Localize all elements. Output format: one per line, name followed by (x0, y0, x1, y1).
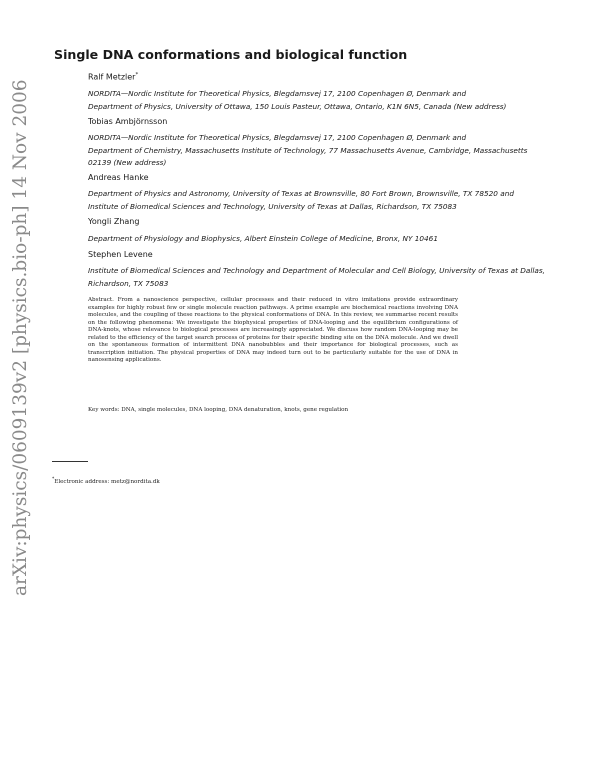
author-name-text: Stephen Levene (88, 250, 153, 259)
affiliation-line: NORDITA—Nordic Institute for Theoretical Physics, Blegdamsvej 17, 2100 Copenhagen Ø, Denmark and (88, 89, 467, 98)
author-affiliation (88, 88, 528, 113)
affiliation-line: Richardson, TX 75083 (88, 278, 169, 288)
abstract-text: Abstract. From a nanoscience perspective, cellular processes and their reduced in vitro imitations provide extraordinary examples for highly robust few or single molecule reaction pathways. A prime example are biochemical reactions involving DNA molecules, and the coupling of these reactions to the physical conformations of DNA. In this review, we summarise recent results on the following phenomena: We investigate the biophysical properties of DNA-looping and the equilibrium configurations of DNA-knots, whose relevance to biological processes are increasingly appreciated. We discuss how random DNA-looping may be related to the efficiency of the target search process of proteins for their specific binding site on the DNA molecule. And we dwell on the spontaneous formation of intermittent DNA nanobubbles and their importance for biological processes, such as transcription initiation. The physical properties of DNA may indeed turn out to be particularly suitable for the use of DNA in nanosensing applications. (88, 297, 458, 364)
author-affiliation (88, 265, 545, 290)
author-affiliation (88, 188, 528, 213)
author-name-text: Yongli Zhang (88, 217, 140, 226)
author-name-text: Ralf Metzler (88, 72, 136, 82)
author-name (88, 217, 139, 226)
affiliation-line: Department of Physiology and Biophysics, Albert Einstein College of Medicine, Bronx, NY 10461 (88, 234, 438, 243)
footnote (52, 477, 160, 485)
author-affiliation (88, 233, 528, 246)
author-name-text: Andreas Hanke (88, 173, 149, 182)
affiliation-line: Department of Physics, University of Ottawa, 150 Louis Pasteur, Ottawa, Ontario, K1N 6N5, Canada (New address) (88, 101, 507, 111)
affiliation-line: Institute of Biomedical Sciences and Technology, University of Texas at Dallas, Richardson, TX 75083 (88, 201, 457, 211)
affiliation-line: Institute of Biomedical Sciences and Technology and Department of Molecular and Cell Biology, University of Texas at Dallas, (88, 266, 545, 275)
affiliation-line: Department of Chemistry, Massachusetts Institute of Technology, 77 Massachusetts Avenue, Cambridge, Massachusetts (88, 145, 528, 155)
affiliation-line: NORDITA—Nordic Institute for Theoretical Physics, Blegdamsvej 17, 2100 Copenhagen Ø, Denmark and (88, 133, 467, 142)
author-name (88, 250, 153, 259)
author-affiliation (88, 132, 528, 170)
paper-title: Single DNA conformations and biological function (54, 47, 408, 62)
affiliation-line: 02139 (New address) (88, 158, 167, 167)
affiliation-line: Department of Physics and Astronomy, University of Texas at Brownsville, 80 Fort Brown, Brownsville, TX 78520 and (88, 189, 514, 198)
footnote-mark: * (52, 477, 55, 482)
footnote-divider (52, 461, 88, 462)
author-name-text: Tobias Ambjörnsson (88, 117, 168, 126)
author-name (88, 117, 167, 126)
author-name (88, 72, 138, 82)
author-name (88, 173, 149, 182)
footnote-mark: * (135, 72, 139, 78)
arxiv-identifier-stamp: arXiv:physics/0609139v2 [physics.bio-ph] 14 Nov 2006 (10, 79, 31, 596)
keywords: Key words: DNA, single molecules, DNA looping, DNA denaturation, knots, gene regulation (88, 407, 349, 413)
footnote-text: Electronic address: metz@nordita.dk (54, 478, 160, 485)
